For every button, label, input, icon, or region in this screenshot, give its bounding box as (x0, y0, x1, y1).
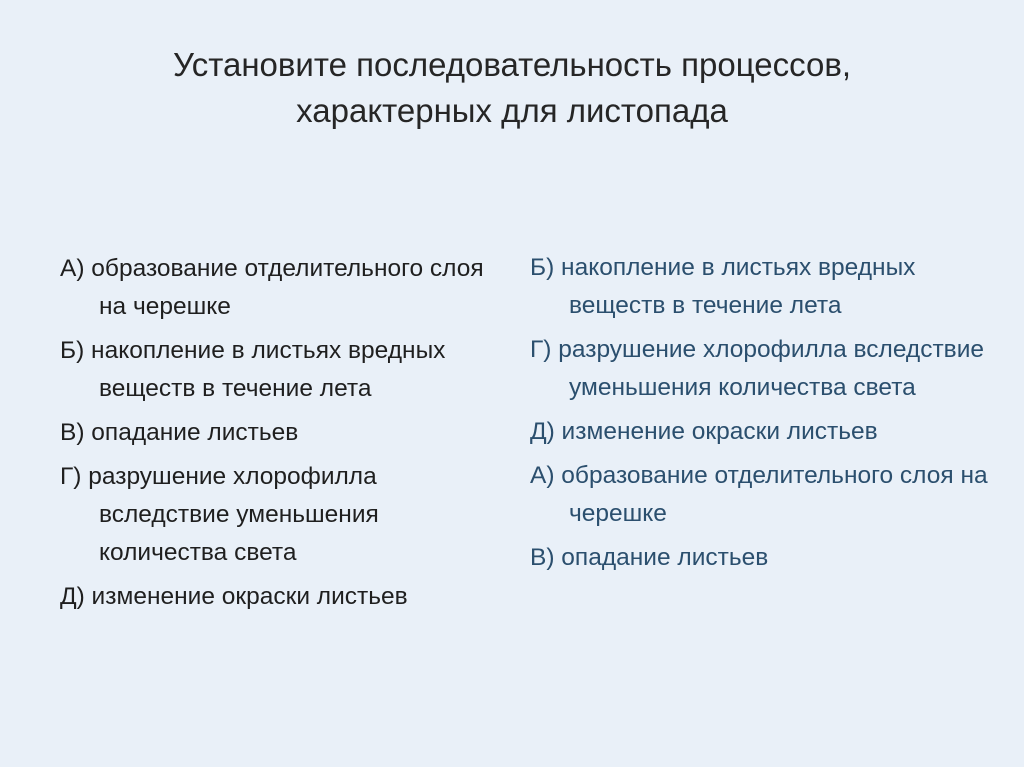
option-item-b: Б) накопление в листьях вредных веществ в течение лета (60, 337, 446, 402)
option-item-g: Г) разрушение хлорофилла вследствие уменьшения количества света (60, 463, 379, 566)
option-item-d: Д) изменение окраски листьев (60, 583, 408, 610)
answer-item-3: Д) изменение окраски листьев (530, 418, 878, 445)
answer-list (530, 249, 1000, 583)
option-item-v: В) опадание листьев (60, 419, 299, 446)
slide-title (60, 42, 964, 134)
option-item-a: А) образование отделительного слоя на черешке (60, 255, 484, 320)
title-line-1: Установите последовательность процессов, (172, 46, 852, 83)
answer-item-5: В) опадание листьев (530, 544, 769, 571)
answer-item-2: Г) разрушение хлорофилла вследствие уменьшения количества света (530, 336, 985, 401)
answer-item-1: Б) накопление в листьях вредных веществ в течение лета (530, 254, 916, 319)
answer-item-4: А) образование отделительного слоя на черешке (530, 462, 988, 527)
options-list (60, 250, 510, 622)
title-line-2: характерных для листопада (296, 92, 728, 129)
